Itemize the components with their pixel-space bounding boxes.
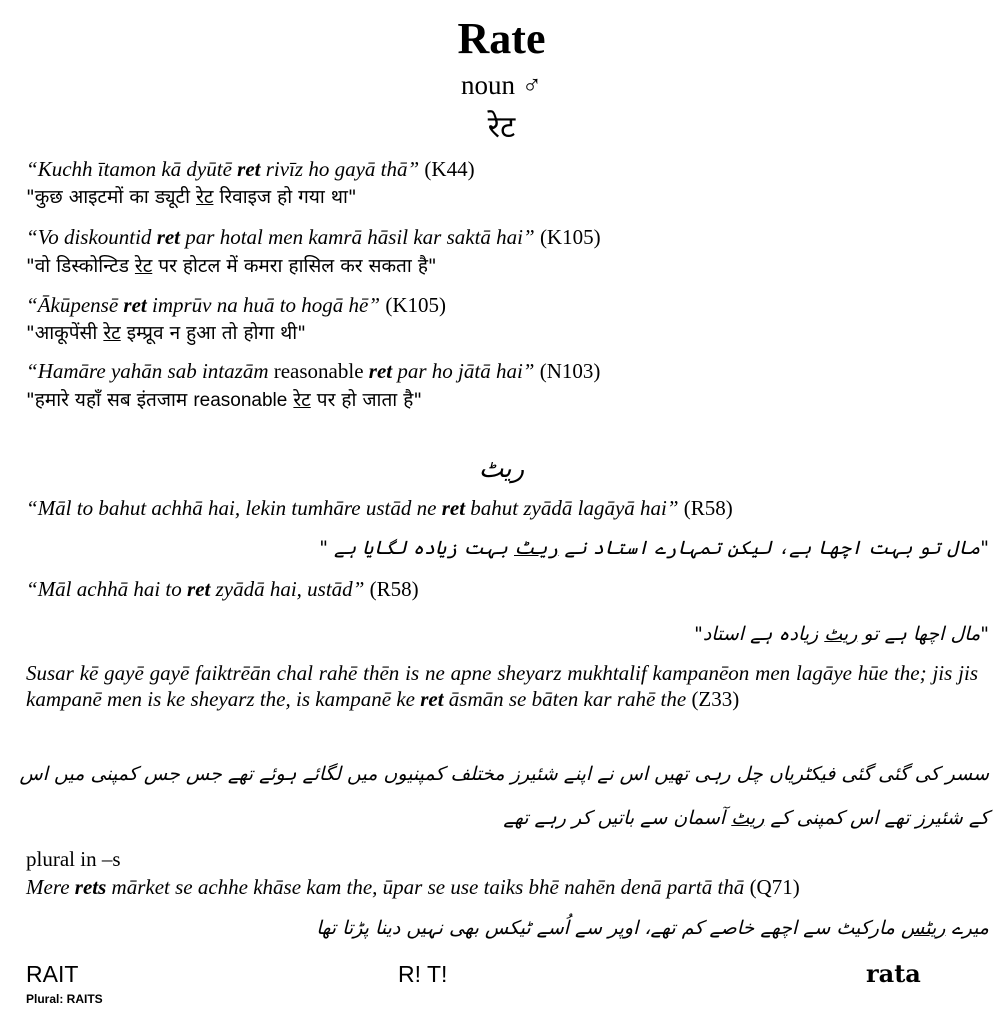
hindi-example-2-devanagari: "वो डिस्कोन्टिड रेट पर होटल में कमरा हासिल कर सकता है" [26, 255, 437, 277]
part-of-speech: noun ♂ [461, 70, 542, 100]
hindi-example-2-latin: “Vo diskountid ret par hotal men kamrā hāsil kar saktā hai” (K105) [26, 225, 601, 249]
devanagari-headword: रेट [487, 110, 516, 145]
plural-example-latin: Mere rets mārket se achhe khāse kam the, ūpar se use taiks bhē nahēn denā partā thā (Q71) [26, 875, 800, 899]
urdu-headword: ریٹ [478, 454, 525, 484]
footer-left-label: RAIT [26, 961, 79, 987]
hindi-example-1-devanagari: "कुछ आइटमों का ड्यूटी रेट रिवाइज हो गया था" [26, 186, 357, 208]
urdu-example-2-latin: “Māl achhā hai to ret zyādā hai, ustād” (R58) [26, 577, 419, 601]
footer-left-sublabel: Plural: RAITS [26, 992, 103, 1006]
paragraph-example-latin: Susar kē gayē gayē faiktrēān chal rahē thēn is ne apne sheyarz mukhtalif kampanēon men lagāye hūe the; jis jis kampanē men is ke sheyarz the, is kampanē ke ret āsmān se bāten kar rahē the (Z33) [26, 661, 978, 711]
hindi-example-1-latin: “Kuchh ītamon kā dyūtē ret rivīz ho gayā thā” (K44) [26, 157, 475, 181]
hindi-example-4-latin: “Hamāre yahān sab intazām reasonable ret par ho jātā hai” (N103) [26, 359, 601, 383]
headword: Rate [457, 14, 546, 63]
plural-example-urdu: میرے ریٹس مارکیٹ سے اچھے خاصے کم تھے، اوپر سے اُسے ٹیکس بھی نہیں دینا پڑتا تھا [316, 917, 989, 939]
urdu-example-1-latin: “Māl to bahut achhā hai, lekin tumhāre ustād ne ret bahut zyādā lagāyā hai” (R58) [26, 496, 733, 520]
hindi-example-3-devanagari: "आकूपेंसी रेट इम्प्रूव न हुआ तो होगा थी" [26, 322, 306, 344]
plural-label: plural in –s [26, 847, 121, 871]
paragraph-example-urdu: سسر کی گئی گئی فیکٹریاں چل رہی تھیں اس نے اپنے شئیرز مختلف کمپنیوں میں لگائے ہوئے تھے جس جس کمپنی میں اس کے شئیرز تھے اس کمپنی کے ریٹ آسمان سے باتیں کر رہے تھے [19, 763, 989, 829]
footer-middle-label: R! T! [398, 961, 448, 987]
hindi-example-3-latin: “Ākūpensē ret imprūv na huā to hogā hē” (K105) [26, 293, 446, 317]
urdu-example-2-urdu: "مال اچھا ہے تو ریٹ زیادہ ہے استاد" [694, 623, 989, 645]
urdu-example-1-urdu: "مال تو بہت اچھا ہے، لیکن تمہارے استاد نے ریٹ بہت زیادہ لگایا ہے " [319, 537, 989, 559]
footer-right-label: rata [866, 959, 921, 988]
hindi-example-4-devanagari: "हमारे यहाँ सब इंतजाम reasonable रेट पर हो जाता है" [26, 389, 423, 411]
